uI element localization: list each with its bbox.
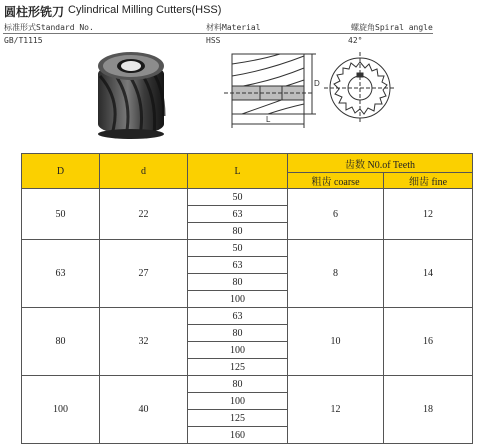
material-label: 材料Material (206, 23, 261, 32)
technical-drawing (220, 42, 420, 137)
material-value: HSS (206, 36, 221, 45)
cell-d: 27 (100, 240, 188, 308)
table-row (22, 376, 473, 393)
cell-L: 80 (188, 325, 288, 342)
cell-fine: 12 (384, 189, 473, 240)
dim-label-L: L (266, 115, 271, 124)
col-header-d: d (100, 154, 188, 189)
col-header-coarse: 粗齿 coarse (288, 173, 384, 189)
cell-fine: 16 (384, 308, 473, 376)
cell-L: 100 (188, 393, 288, 410)
title-zh: 圆柱形铣刀 (4, 5, 65, 19)
cell-L: 125 (188, 410, 288, 427)
cell-L: 63 (188, 308, 288, 325)
cell-coarse: 6 (288, 189, 384, 240)
cell-L: 125 (188, 359, 288, 376)
cell-L: 80 (188, 376, 288, 393)
cell-L: 80 (188, 274, 288, 291)
standard-label: 标准形式Standard No. (4, 23, 94, 32)
cell-L: 100 (188, 291, 288, 308)
cell-coarse: 12 (288, 376, 384, 444)
cell-D: 80 (22, 308, 100, 376)
cell-fine: 18 (384, 376, 473, 444)
standard-value: GB/T1115 (4, 36, 43, 45)
cutter-image (92, 46, 172, 141)
title-en: Cylindrical Milling Cutters(HSS) (68, 4, 222, 16)
cell-fine: 14 (384, 240, 473, 308)
cell-L: 100 (188, 342, 288, 359)
dim-label-d: D (314, 79, 320, 88)
cell-L: 50 (188, 189, 288, 206)
table-row (22, 240, 473, 257)
header-rule (3, 33, 433, 34)
cell-d: 40 (100, 376, 188, 444)
spec-table (21, 153, 473, 444)
cell-L: 63 (188, 257, 288, 274)
cell-D: 100 (22, 376, 100, 444)
cell-d: 32 (100, 308, 188, 376)
spiral-value: 42° (348, 36, 363, 45)
cell-D: 63 (22, 240, 100, 308)
spiral-label: 螺旋角Spiral angle (351, 23, 433, 32)
cell-L: 80 (188, 223, 288, 240)
cell-coarse: 8 (288, 240, 384, 308)
col-header-teeth: 齿数 N0.of Teeth (288, 154, 473, 173)
table-row (22, 308, 473, 325)
table-row (22, 189, 473, 206)
cell-L: 63 (188, 206, 288, 223)
cell-D: 50 (22, 189, 100, 240)
cell-L: 50 (188, 240, 288, 257)
cell-L: 160 (188, 427, 288, 444)
cell-coarse: 10 (288, 308, 384, 376)
col-header-L: L (188, 154, 288, 189)
cell-d: 22 (100, 189, 188, 240)
col-header-D: D (22, 154, 100, 189)
col-header-fine: 细齿 fine (384, 173, 473, 189)
